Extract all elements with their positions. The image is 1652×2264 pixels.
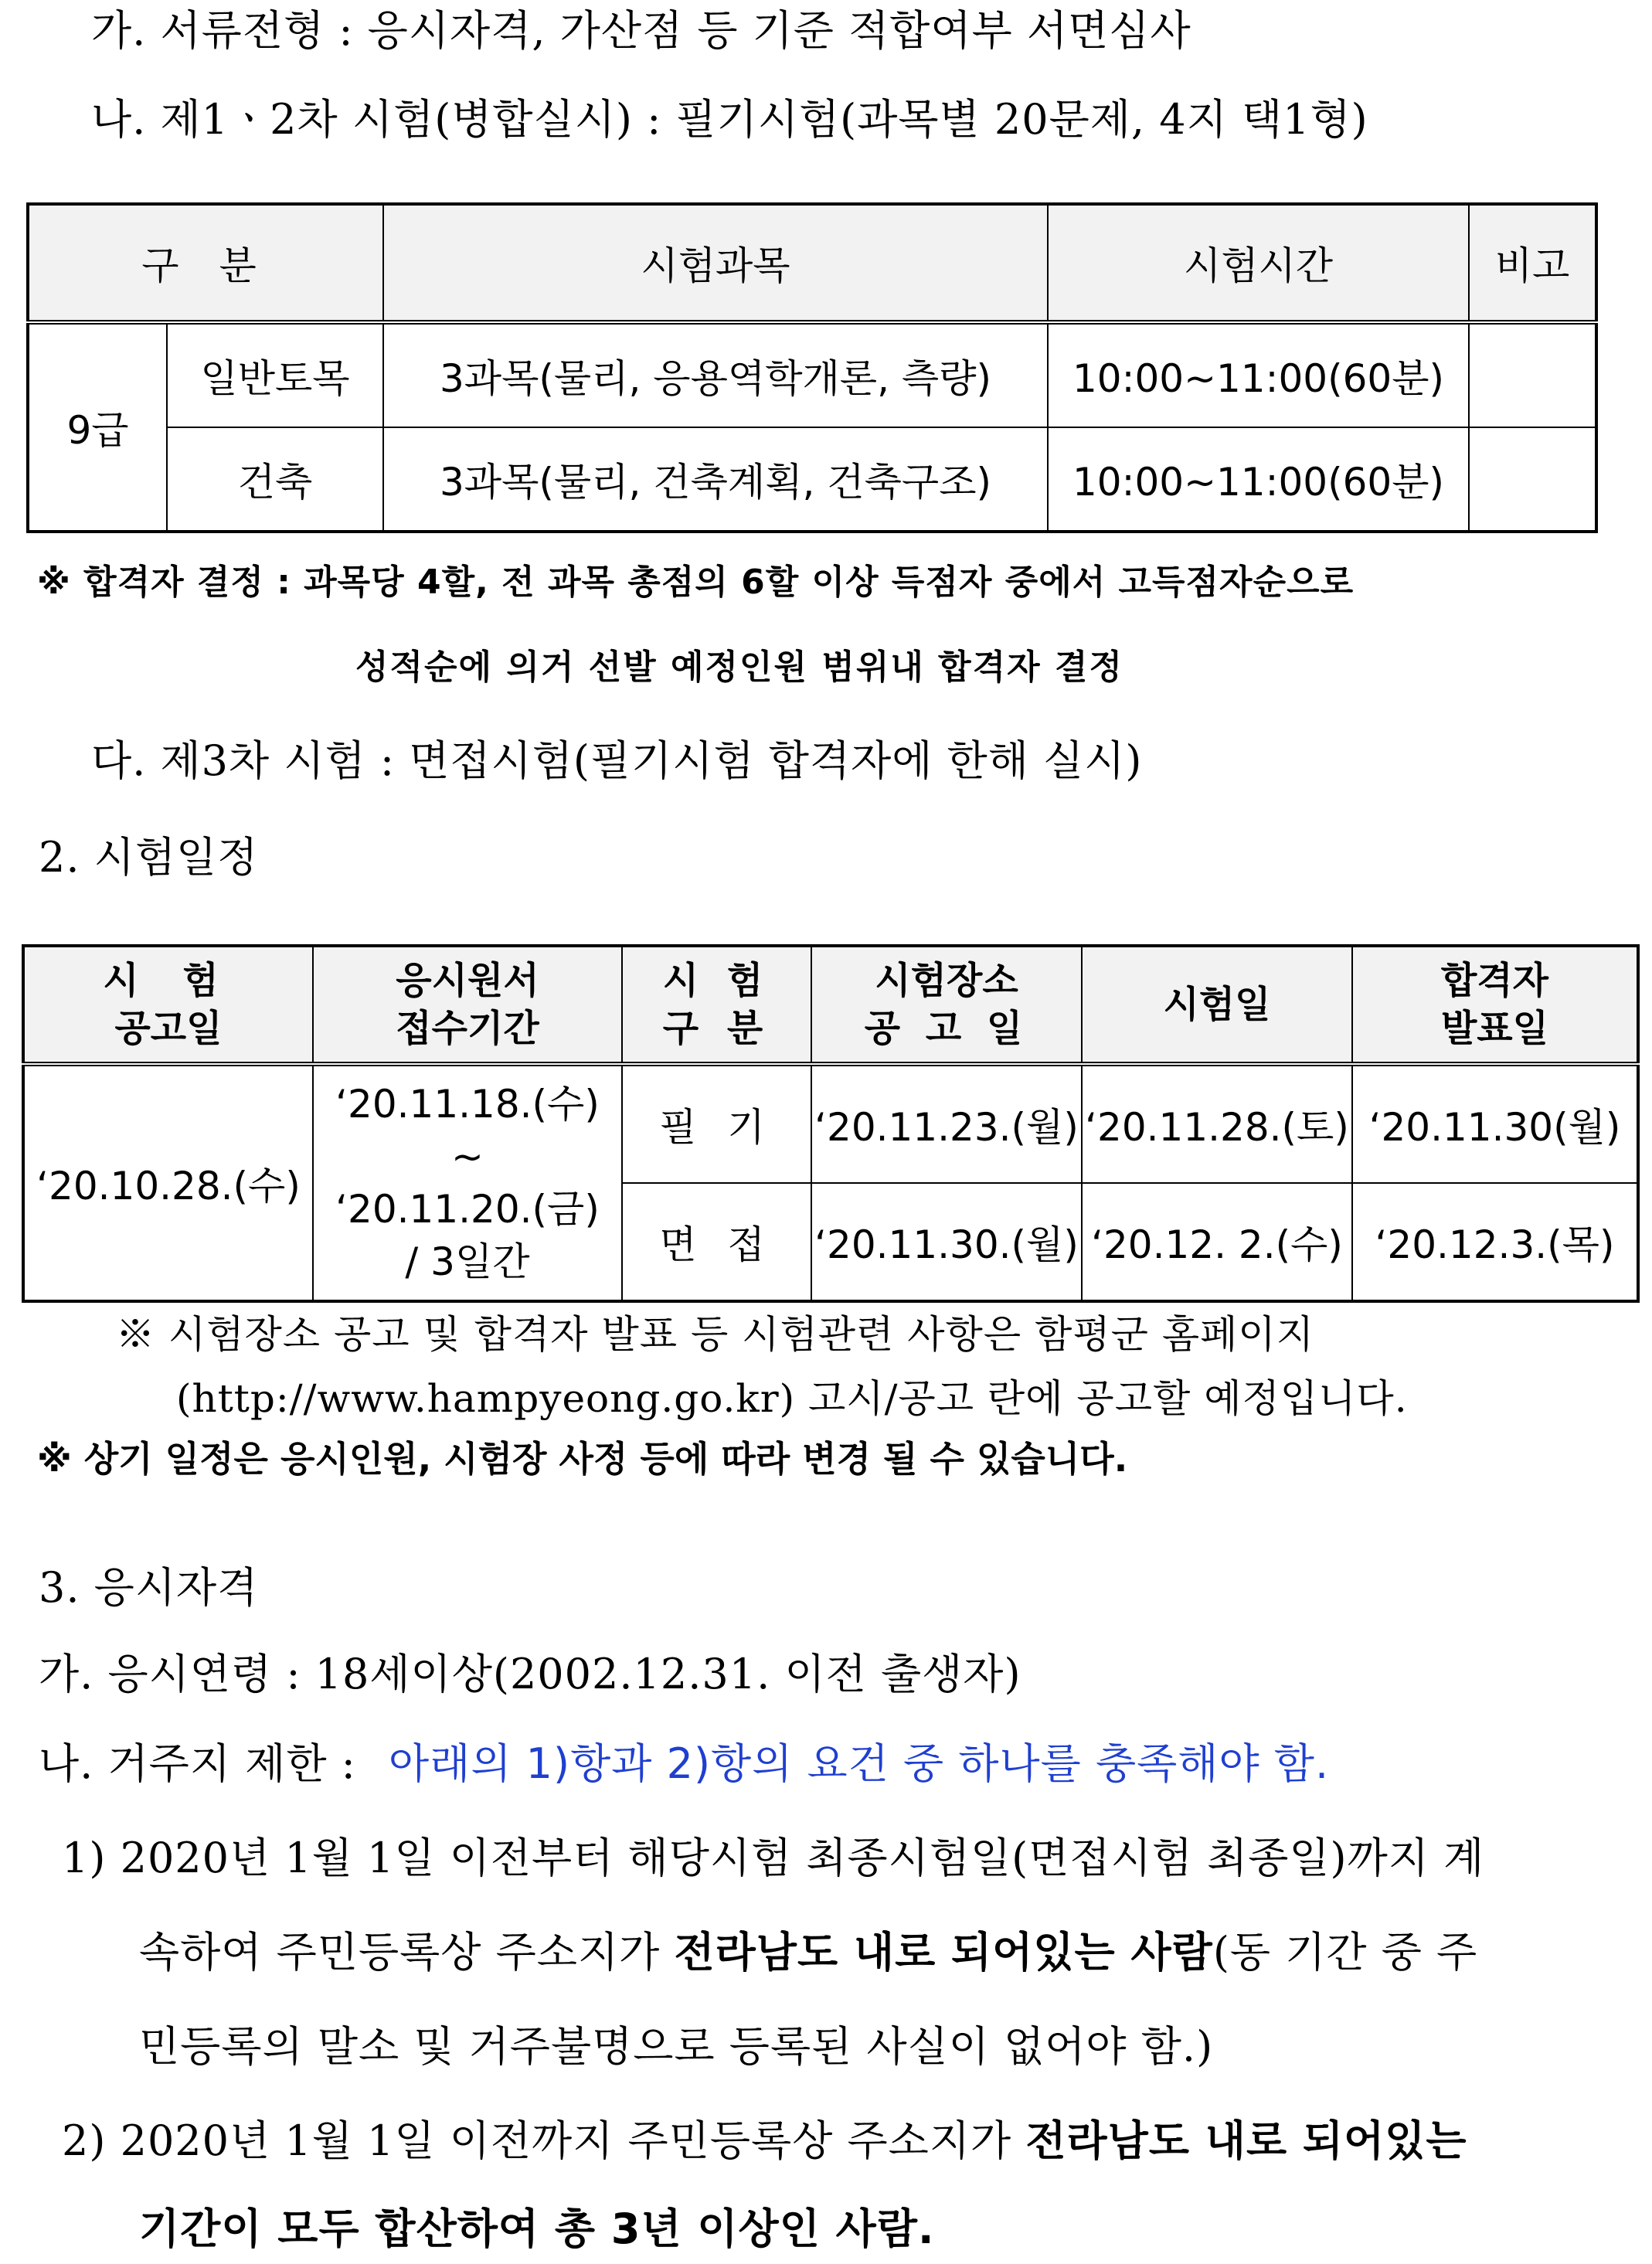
item-interview-exam: 다. 제3차 시험 : 면접시험(필기시험 합격자에 한해 실시) (91, 736, 1143, 785)
exam-schedule-table (22, 944, 1640, 1303)
note-cell (1469, 427, 1596, 532)
header-exam-type: 시 험 구 분 (622, 946, 811, 1064)
application-period-cell: ‘20.11.18.(수) ~ ‘20.11.20.(금) / 3일간 (313, 1064, 622, 1301)
header-note: 비고 (1469, 204, 1596, 322)
header-result-date: 합격자 발표일 (1352, 946, 1638, 1064)
exam-date-cell: ‘20.12. 2.(수) (1082, 1183, 1352, 1301)
pass-criteria-note: ※ 합격자 결정 : 과목당 4할, 전 과목 총점의 6할 이상 득점자 중에서 고득점자순으로 (37, 563, 1355, 602)
requirement-1: 1) 2020년 1월 1일 이전부터 해당시험 최종시험일(면접시험 최종일)까지 계 (62, 1834, 1485, 1882)
item-age: 가. 응시연령 : 18세이상(2002.12.31. 이전 출생자) (39, 1650, 1021, 1698)
section-title-eligibility: 3. 응시자격 (39, 1563, 259, 1612)
requirement-1-cont2: 민등록의 말소 및 거주불명으로 등록된 사실이 없어야 함.) (139, 2022, 1214, 2071)
announce-date-cell: ‘20.10.28.(수) (23, 1064, 313, 1301)
category-cell: 건축 (167, 427, 383, 532)
note-cell (1469, 322, 1596, 427)
emphasis-residence: 전라남도 내로 되어있는 사람 (674, 1928, 1213, 1977)
schedule-change-note: ※ 상기 일정은 응시인원, 시험장 사정 등에 따라 변경 될 수 있습니다. (37, 1438, 1128, 1480)
grade-cell: 9급 (28, 322, 167, 532)
requirement-2-cont: 기간이 모두 합산하여 총 3년 이상인 사람. (139, 2205, 935, 2253)
exam-date-cell: ‘20.11.28.(토) (1082, 1064, 1352, 1183)
header-time: 시험시간 (1048, 204, 1469, 322)
exam-type-cell: 면 접 (622, 1183, 811, 1301)
header-announce-date: 시 험 공고일 (23, 946, 313, 1064)
result-date-cell: ‘20.11.30(월) (1352, 1064, 1638, 1183)
item-residence (39, 1737, 1329, 1791)
header-subjects: 시험과목 (383, 204, 1048, 322)
section-title-schedule: 2. 시험일정 (39, 833, 259, 882)
venue-notice-cell: ‘20.11.23.(월) (811, 1064, 1082, 1183)
category-cell: 일반토목 (167, 322, 383, 427)
table-header-row (28, 204, 1596, 322)
requirement-1-cont: 속하여 주민등록상 주소지가 전라남도 내로 되어있는 사람(동 기간 중 주 (139, 1928, 1478, 1977)
table-row (28, 427, 1596, 532)
table-row (23, 1064, 1638, 1183)
item-written-exam: 나. 제1ㆍ2차 시험(병합실시) : 필기시험(과목별 20문제, 4지 택1형) (91, 95, 1368, 144)
venue-notice-cell: ‘20.11.30.(월) (811, 1183, 1082, 1301)
header-venue-notice: 시험장소 공 고 일 (811, 946, 1082, 1064)
emphasis-residence: 전라남도 내로 되어있는 (1025, 2116, 1467, 2165)
residence-label: 나. 거주지 제한 : (39, 1739, 356, 1788)
header-category: 구 분 (28, 204, 383, 322)
table-header-row (23, 946, 1638, 1064)
requirement-2: 2) 2020년 1월 1일 이전까지 주민등록상 주소지가 전라남도 내로 되어있는 (62, 2116, 1467, 2165)
time-cell: 10:00~11:00(60분) (1048, 322, 1469, 427)
schedule-note-url: (http://www.hampyeong.go.kr) 고시/공고 란에 공고할 예정입니다. (176, 1376, 1408, 1421)
exam-type-cell: 필 기 (622, 1064, 811, 1183)
subjects-cell: 3과목(물리, 응용역학개론, 측량) (383, 322, 1048, 427)
time-cell: 10:00~11:00(60분) (1048, 427, 1469, 532)
table-row (28, 322, 1596, 427)
item-document-screening: 가. 서류전형 : 응시자격, 가산점 등 기준 적합여부 서면심사 (91, 6, 1191, 55)
header-application-period: 응시원서 접수기간 (313, 946, 622, 1064)
exam-subjects-table (26, 202, 1598, 533)
header-exam-date: 시험일 (1082, 946, 1352, 1064)
result-date-cell: ‘20.12.3.(목) (1352, 1183, 1638, 1301)
pass-criteria-note-cont: 성적순에 의거 선발 예정인원 범위내 합격자 결정 (355, 648, 1123, 687)
subjects-cell: 3과목(물리, 건축계획, 건축구조) (383, 427, 1048, 532)
residence-requirement: 아래의 1)항과 2)항의 요건 중 하나를 충족해야 함. (389, 1739, 1330, 1788)
schedule-note: ※ 시험장소 공고 및 합격자 발표 등 시험관련 사항은 함평군 홈페이지 (116, 1312, 1315, 1357)
